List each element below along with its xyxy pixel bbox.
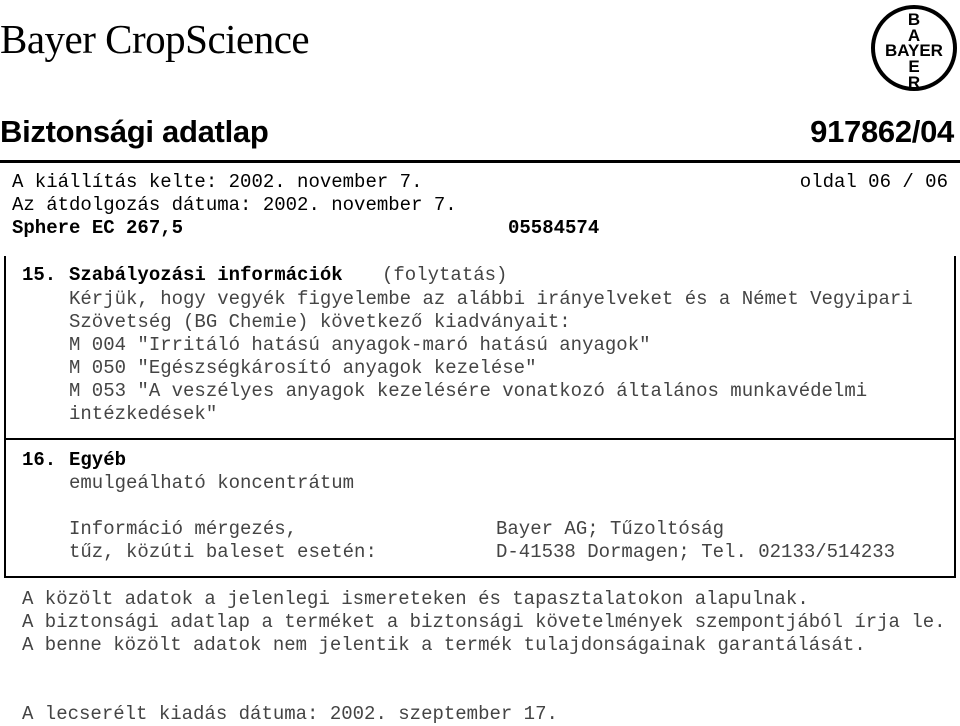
brand-name: Bayer CropScience bbox=[0, 16, 310, 62]
document-title: Biztonsági adatlap bbox=[0, 114, 269, 149]
bayer-cross-logo bbox=[870, 2, 958, 94]
section-15-line: M 050 "Egészségkárosító anyagok kezelése" bbox=[69, 357, 537, 379]
section-15-line: M 053 "A veszélyes anyagok kezelésére vonatkozó általános munkavédelmi bbox=[69, 380, 868, 402]
emergency-contact: D-41538 Dormagen; Tel. 02133/514233 bbox=[496, 541, 896, 563]
document-number: 917862/04 bbox=[810, 114, 954, 149]
disclaimer-line: A biztonsági adatlap a terméket a biztonsági követelmények szempontjából írja le. bbox=[22, 611, 946, 633]
product-code: 05584574 bbox=[508, 217, 600, 239]
logo-letter-a: A bbox=[907, 26, 921, 45]
emergency-label: Információ mérgezés, bbox=[69, 518, 298, 540]
disclaimer-line: A közölt adatok a jelenlegi ismereteken és tapasztalatokon alapulnak. bbox=[22, 588, 809, 610]
section-16-formulation: emulgeálható koncentrátum bbox=[69, 472, 355, 494]
replaced-edition-date: A lecserélt kiadás dátuma: 2002. szeptember 17. bbox=[22, 703, 558, 725]
logo-word-bayer: BAYER bbox=[885, 41, 943, 60]
issue-date: A kiállítás kelte: 2002. november 7. bbox=[12, 171, 423, 193]
section-separator bbox=[4, 438, 954, 440]
section-15-number: 15. bbox=[22, 264, 57, 286]
logo-letter-b: B bbox=[907, 10, 921, 29]
emergency-contact: Bayer AG; Tűzoltóság bbox=[496, 518, 725, 540]
page-indicator: oldal 06 / 06 bbox=[799, 171, 948, 193]
emergency-label: tűz, közúti baleset esetén: bbox=[69, 541, 377, 563]
section-15-line: Szövetség (BG Chemie) következő kiadványait: bbox=[69, 311, 571, 333]
logo-letter-r: R bbox=[907, 73, 921, 92]
section-16-heading: Egyéb bbox=[69, 449, 127, 471]
section-15-line: intézkedések" bbox=[69, 403, 218, 425]
logo-letter-e: E bbox=[908, 57, 920, 76]
section-16-number: 16. bbox=[22, 449, 57, 471]
product-name: Sphere EC 267,5 bbox=[12, 217, 184, 239]
section-15-continued: (folytatás) bbox=[382, 264, 508, 286]
section-15-line: Kérjük, hogy vegyék figyelembe az alábbi irányelveket és a Német Vegyipari bbox=[69, 288, 913, 310]
disclaimer-line: A benne közölt adatok nem jelentik a termék tulajdonságainak garantálását. bbox=[22, 634, 866, 656]
revision-date: Az átdolgozás dátuma: 2002. november 7. bbox=[12, 194, 457, 216]
section-15-heading: Szabályozási információk bbox=[69, 264, 343, 286]
header-rule bbox=[0, 160, 960, 163]
section-15-line: M 004 "Irritáló hatású anyagok-maró hatású anyagok" bbox=[69, 334, 651, 356]
